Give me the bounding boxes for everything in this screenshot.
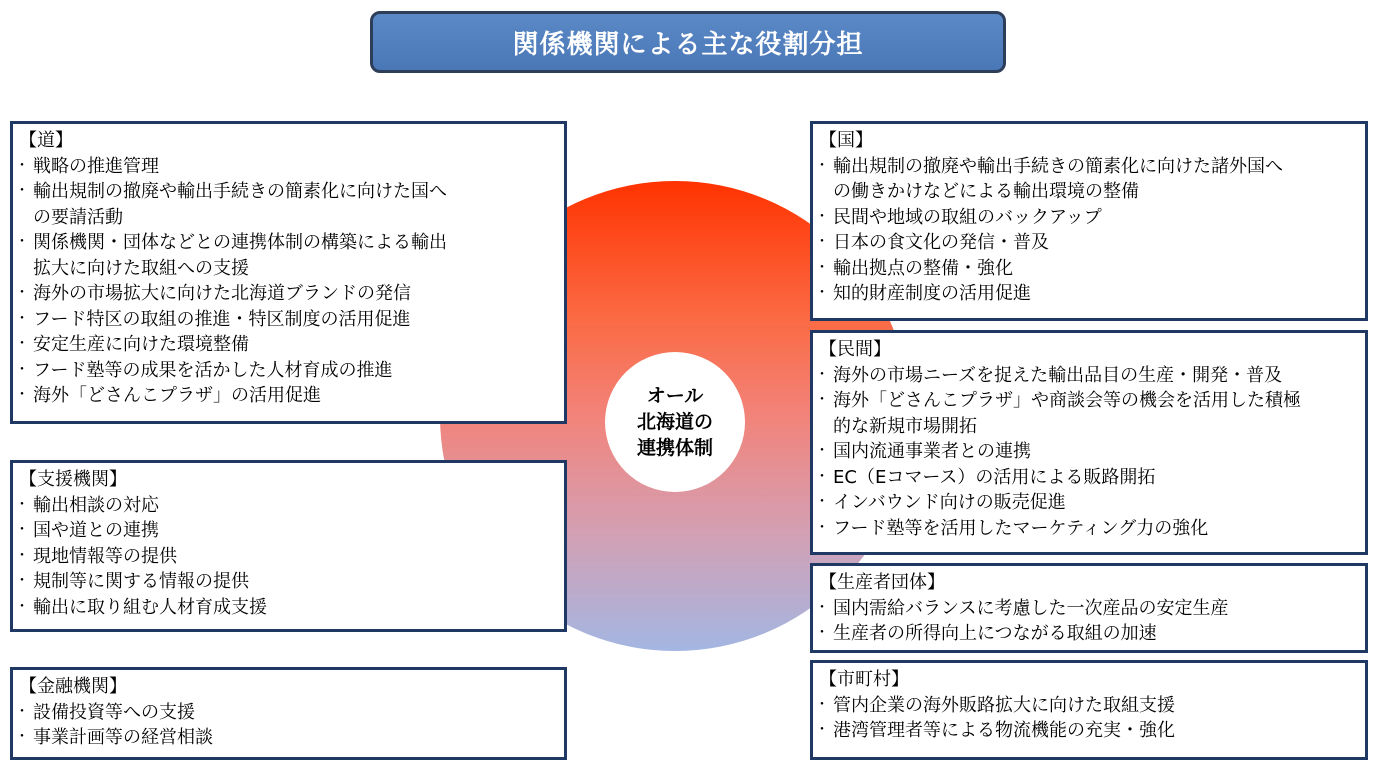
center-label-line-2: 北海道の [636, 411, 713, 433]
box-private-sector [810, 330, 1368, 555]
list-item: ・ 生産者の所得向上につながる取組の加速 [819, 621, 1357, 647]
list-item: ・ 海外の市場拡大に向けた北海道ブランドの発信 [19, 281, 556, 307]
center-label-line-3: 連携体制 [636, 437, 713, 459]
list-item: ・ 海外「どさんこプラザ」や商談会等の機会を活用した積極 的な新規市場開拓 [819, 388, 1357, 439]
role-list [19, 154, 556, 409]
box-national-government [810, 121, 1368, 321]
list-item: ・ 日本の食文化の発信・普及 [819, 230, 1357, 256]
box-title: 【金融機関】 [19, 676, 127, 697]
list-item: ・ 国や道との連携 [19, 518, 556, 544]
list-item: ・ 事業計画等の経営相談 [19, 725, 556, 751]
list-item: ・ 設備投資等への支援 [19, 700, 556, 726]
list-item: ・ 輸出規制の撤廃や輸出手続きの簡素化に向けた諸外国へ の働きかけなどによる輸出環境の整備 [819, 154, 1357, 205]
role-list [19, 700, 556, 751]
list-item: ・ 輸出拠点の整備・強化 [819, 256, 1357, 282]
page-title: 関係機関による主な役割分担 [512, 29, 864, 60]
list-item: ・ 輸出相談の対応 [19, 493, 556, 519]
list-item: ・ 国内流通事業者との連携 [819, 439, 1357, 465]
list-item: ・ 国内需給バランスに考慮した一次産品の安定生産 [819, 596, 1357, 622]
role-list [19, 493, 556, 621]
role-list [819, 154, 1357, 307]
box-title: 【国】 [819, 130, 873, 151]
list-item: ・ 戦略の推進管理 [19, 154, 556, 180]
box-producer-groups [810, 563, 1368, 653]
list-item: ・ フード塾等の成果を活かした人材育成の推進 [19, 358, 556, 384]
list-item: ・ 輸出に取り組む人材育成支援 [19, 595, 556, 621]
box-hokkaido-government [10, 121, 567, 424]
title-banner [370, 11, 1006, 73]
list-item: ・ 規制等に関する情報の提供 [19, 569, 556, 595]
center-label-circle [605, 352, 745, 492]
box-title: 【生産者団体】 [819, 572, 945, 593]
list-item: ・ 海外の市場ニーズを捉えた輸出品目の生産・開発・普及 [819, 363, 1357, 389]
list-item: ・ EC（Eコマース）の活用による販路開拓 [819, 465, 1357, 491]
list-item: ・ 海外「どさんこプラザ」の活用促進 [19, 383, 556, 409]
role-list [819, 693, 1357, 744]
list-item: ・ インバウンド向けの販売促進 [819, 490, 1357, 516]
list-item: ・ 現地情報等の提供 [19, 544, 556, 570]
box-financial-institutions [10, 667, 567, 760]
list-item: ・ 民間や地域の取組のバックアップ [819, 205, 1357, 231]
list-item: ・ 知的財産制度の活用促進 [819, 281, 1357, 307]
role-list [819, 363, 1357, 542]
list-item: ・ 管内企業の海外販路拡大に向けた取組支援 [819, 693, 1357, 719]
box-title: 【支援機関】 [19, 469, 127, 490]
list-item: ・ 輸出規制の撤廃や輸出手続きの簡素化に向けた国へ の要請活動 [19, 179, 556, 230]
box-municipalities [810, 660, 1368, 760]
list-item: ・ 港湾管理者等による物流機能の充実・強化 [819, 718, 1357, 744]
center-label-line-1: オール [646, 385, 704, 407]
list-item: ・ フード特区の取組の推進・特区制度の活用促進 [19, 307, 556, 333]
box-title: 【道】 [19, 130, 73, 151]
list-item: ・ 関係機関・団体などとの連携体制の構築による輸出 拡大に向けた取組への支援 [19, 230, 556, 281]
list-item: ・ 安定生産に向けた環境整備 [19, 332, 556, 358]
box-title: 【民間】 [819, 339, 891, 360]
box-title: 【市町村】 [819, 669, 909, 690]
role-list [819, 596, 1357, 647]
box-support-organizations [10, 460, 567, 632]
list-item: ・ フード塾等を活用したマーケティング力の強化 [819, 516, 1357, 542]
